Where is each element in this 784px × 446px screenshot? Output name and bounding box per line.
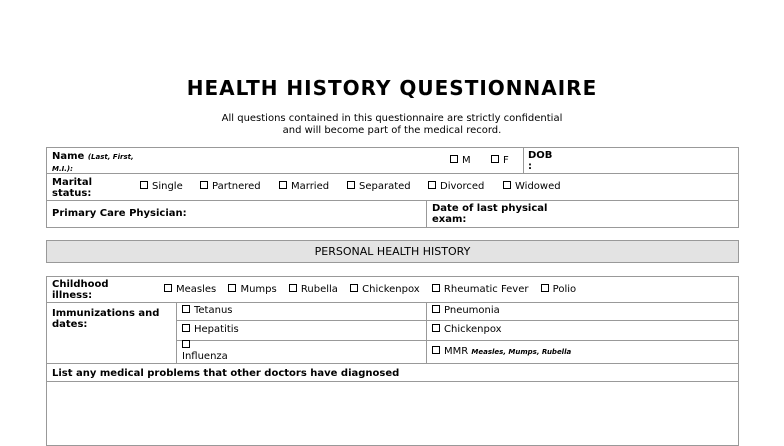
- checkbox-icon: [541, 284, 549, 292]
- subtitle-line-2: and will become part of the medical record.: [282, 125, 502, 136]
- checkbox-icon: [432, 346, 440, 354]
- marital-option-married[interactable]: Married: [279, 181, 329, 193]
- checkbox-icon: [279, 181, 287, 189]
- checkbox-icon: [164, 284, 172, 292]
- immunization-hepatitis[interactable]: Hepatitis: [182, 324, 239, 336]
- immunization-influenza[interactable]: Influenza: [182, 340, 228, 362]
- last-exam-input[interactable]: [560, 202, 735, 226]
- checkbox-icon: [432, 305, 440, 313]
- medical-problems-input[interactable]: [48, 383, 737, 441]
- dob-input[interactable]: [560, 149, 735, 171]
- checkbox-icon: [228, 284, 236, 292]
- checkbox-icon: [289, 284, 297, 292]
- illness-option-rheumatic-fever[interactable]: Rheumatic Fever: [432, 284, 529, 295]
- checkbox-icon: [432, 324, 440, 332]
- illness-option-chickenpox[interactable]: Chickenpox: [350, 284, 420, 295]
- immunization-mmr[interactable]: MMR Measles, Mumps, Rubella: [432, 346, 571, 358]
- immunization-pneumonia[interactable]: Pneumonia: [432, 305, 500, 317]
- marital-option-single[interactable]: Single: [140, 181, 183, 193]
- sex-m-checkbox[interactable]: M: [450, 155, 471, 166]
- checkbox-icon: [347, 181, 355, 189]
- checkbox-icon: [182, 324, 190, 332]
- marital-option-partnered[interactable]: Partnered: [200, 181, 261, 193]
- checkbox-icon: [432, 284, 440, 292]
- checkbox-icon: [428, 181, 436, 189]
- immunization-tetanus[interactable]: Tetanus: [182, 305, 233, 317]
- last-exam-label: Date of last physical exam:: [432, 203, 548, 225]
- marital-option-divorced[interactable]: Divorced: [428, 181, 484, 193]
- form-title: HEALTH HISTORY QUESTIONNAIRE: [186, 76, 598, 100]
- form-subtitle: [0, 113, 784, 137]
- section-header: PERSONAL HEALTH HISTORY: [46, 240, 739, 263]
- name-input[interactable]: [140, 149, 440, 171]
- marital-option-widowed[interactable]: Widowed: [503, 181, 561, 193]
- marital-status-label: Marital status:: [52, 177, 93, 199]
- checkbox-icon: [503, 181, 511, 189]
- illness-option-polio[interactable]: Polio: [541, 284, 576, 295]
- marital-option-separated[interactable]: Separated: [347, 181, 411, 193]
- immunizations-label: Immunizations and dates:: [52, 308, 160, 330]
- checkbox-icon: [200, 181, 208, 189]
- medical-problems-label: List any medical problems that other doctors have diagnosed: [52, 368, 400, 379]
- dob-label: DOB :: [528, 150, 553, 172]
- subtitle-line-1: All questions contained in this questionnaire are strictly confidential: [221, 113, 563, 124]
- checkbox-icon: [140, 181, 148, 189]
- checkbox-icon: [350, 284, 358, 292]
- immunization-chickenpox[interactable]: Chickenpox: [432, 324, 502, 336]
- sex-f-checkbox[interactable]: F: [491, 155, 509, 166]
- checkbox-icon: [491, 155, 499, 163]
- sex-options: [450, 155, 509, 167]
- checkbox-icon: [182, 305, 190, 313]
- childhood-illness-label: Childhood illness:: [52, 279, 109, 301]
- checkbox-icon: [450, 155, 458, 163]
- checkbox-icon: [182, 340, 190, 348]
- physician-input[interactable]: [192, 202, 422, 226]
- illness-option-measles[interactable]: Measles: [164, 284, 216, 295]
- physician-label: Primary Care Physician:: [52, 208, 187, 219]
- illness-option-mumps[interactable]: Mumps: [228, 284, 276, 295]
- name-label: Name (Last, First, M.I.):: [52, 151, 134, 173]
- childhood-illness-options: [164, 284, 585, 296]
- illness-option-rubella[interactable]: Rubella: [289, 284, 338, 295]
